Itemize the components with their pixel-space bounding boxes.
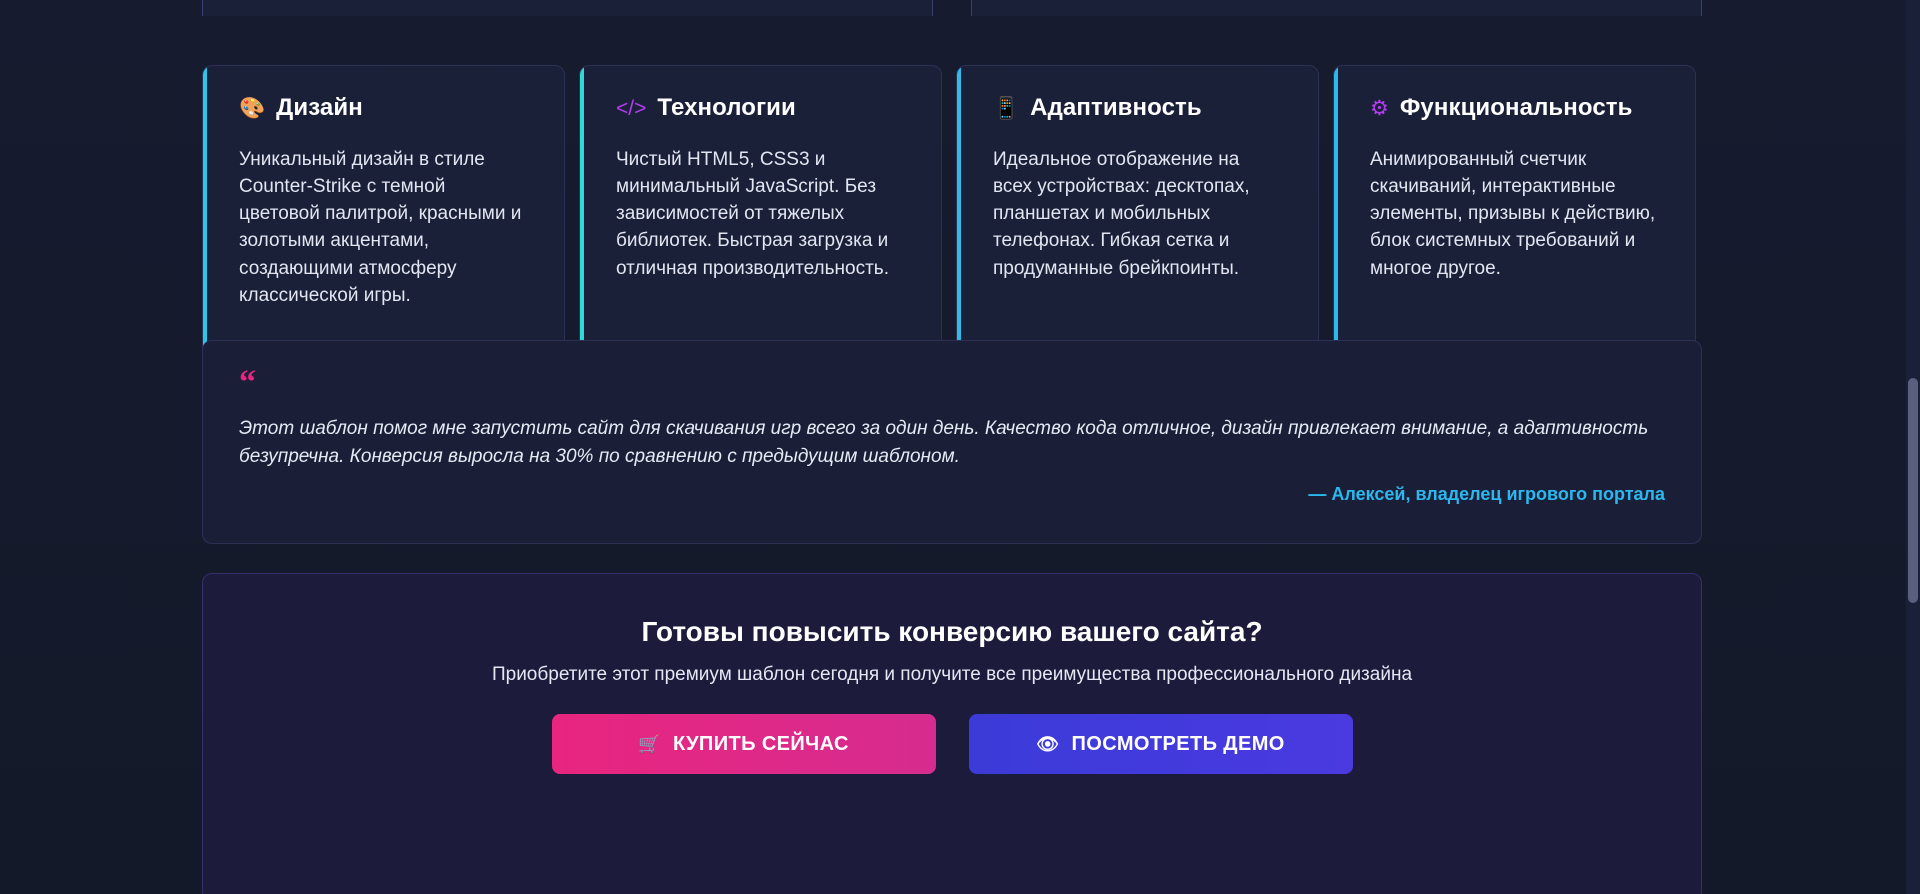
code-icon: </> [616, 96, 647, 120]
feature-header [1370, 94, 1659, 122]
cta-title: Готовы повысить конверсию вашего сайта? [641, 616, 1263, 647]
cta-subtitle: Приобретите этот премиум шаблон сегодня и получите все преимущества профессионального дизайна [491, 664, 1413, 685]
feature-header [993, 94, 1282, 122]
quote-icon: “ [239, 364, 255, 401]
feature-card-responsive [956, 65, 1319, 385]
feature-title: Функциональность [1399, 94, 1633, 121]
feature-header [239, 94, 528, 122]
testimonial-card [202, 340, 1702, 544]
vertical-scrollbar[interactable] [1906, 0, 1920, 894]
feature-title: Дизайн [276, 94, 363, 121]
feature-card-functionality [1333, 65, 1696, 385]
feature-card-design [202, 65, 565, 385]
view-demo-button-label: ПОСМОТРЕТЬ ДЕМО [1071, 732, 1285, 755]
cta-section [202, 573, 1702, 894]
feature-header [616, 94, 905, 122]
testimonial-text: Этот шаблон помог мне запустить сайт для скачивания игр всего за один день. Качество кода отличное, дизайн привлекает внимание, а адаптивность безупречна. Конверсия выросла на 30% по сравнению с предыдущим шаблоном. [239, 417, 1649, 467]
cart-icon: 🛒 [638, 733, 661, 754]
testimonial-author: — Алексей, владелец игрового портала [1308, 484, 1665, 505]
buy-now-button-label: КУПИТЬ СЕЙЧАС [672, 732, 849, 755]
partial-card-left [202, 0, 933, 16]
partial-card-right [971, 0, 1702, 16]
feature-card-technologies [579, 65, 942, 385]
scrollbar-thumb[interactable] [1908, 378, 1918, 603]
feature-description: Чистый HTML5, CSS3 и минимальный JavaScript. Без зависимостей от тяжелых библиотек. Быстрая загрузка и отличная производительность. [616, 149, 889, 279]
feature-description: Анимированный счетчик скачиваний, интерактивные элементы, призывы к действию, блок системных требований и многое другое. [1370, 149, 1656, 279]
features-grid [202, 65, 1702, 385]
feature-title: Адаптивность [1030, 94, 1202, 121]
feature-description: Идеальное отображение на всех устройствах: десктопах, планшетах и мобильных телефонах. Гибкая сетка и продуманные брейкпоинты. [993, 149, 1250, 279]
feature-title: Технологии [657, 94, 796, 121]
cta-button-group [203, 714, 1701, 774]
view-demo-button[interactable] [969, 714, 1353, 774]
previous-section-cards [202, 0, 1702, 16]
gears-icon: ⚙ [1370, 96, 1389, 120]
buy-now-button[interactable] [552, 714, 936, 774]
feature-description: Уникальный дизайн в стиле Counter-Strike с темной цветовой палитрой, красными и золотыми акцентами, создающими атмосферу классической игры. [239, 149, 522, 306]
palette-icon: 🎨 [239, 96, 266, 120]
eye-icon: 👁 [1036, 733, 1060, 754]
mobile-icon: 📱 [993, 96, 1020, 120]
